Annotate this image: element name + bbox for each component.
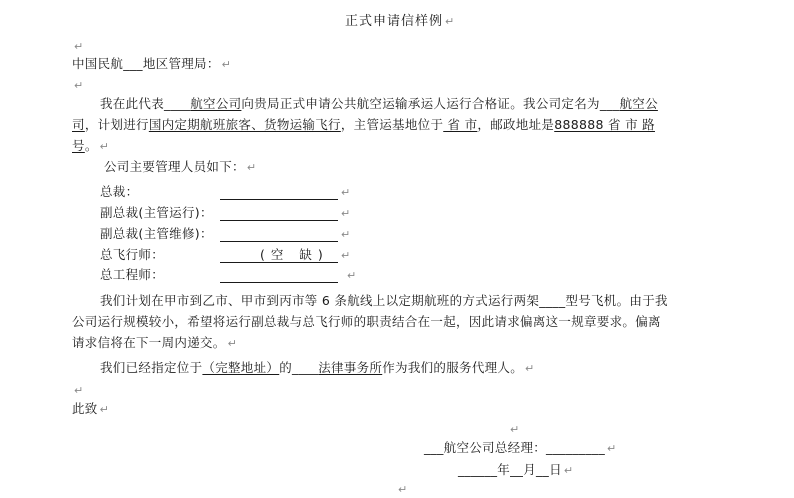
date-line: ______年__月__日 ↵ bbox=[458, 462, 574, 477]
staff-row-chief-pilot: 总飞行师： bbox=[100, 247, 165, 262]
paragraph-2-line-1: 我们计划在甲市到乙市、甲市到丙市等 6 条航线上以定期航班的方式运行两架____型号飞机。由于我 bbox=[100, 293, 668, 308]
paragraph-mark-icon: ↵ bbox=[221, 58, 232, 71]
paragraph-mark-icon: ↵ bbox=[341, 186, 351, 199]
paragraph-mark-icon: ↵ bbox=[398, 483, 408, 496]
empty-paragraph bbox=[72, 77, 84, 94]
paragraph-mark-icon: ↵ bbox=[74, 40, 84, 53]
paragraph-mark-icon: ↵ bbox=[74, 79, 84, 92]
signature-line: ___航空公司总经理：_________ ↵ bbox=[424, 440, 617, 455]
vp-operations-blank bbox=[220, 220, 338, 221]
president-blank bbox=[220, 199, 338, 200]
document-title: 正式申请信样例 ↵ bbox=[345, 14, 456, 29]
paragraph-2-line-3: 请求信将在下一周内递交。 ↵ bbox=[72, 335, 238, 350]
chief-engineer-blank bbox=[220, 282, 338, 283]
empty-paragraph bbox=[508, 421, 520, 438]
paragraph-mark-icon: ↵ bbox=[341, 228, 351, 241]
staff-row-vp-maintenance: 副总裁(主管维修)： bbox=[100, 226, 213, 241]
empty-paragraph bbox=[396, 481, 408, 498]
paragraph-mark-icon: ↵ bbox=[445, 15, 456, 28]
paragraph-mark-icon: ↵ bbox=[341, 207, 351, 220]
paragraph-mark-icon: ↵ bbox=[74, 384, 84, 397]
paragraph-1-line-2: 司，计划进行国内定期航班旅客、货物运输飞行，主管运基地位于 省 市，邮政地址是888888 省 市 路 bbox=[72, 117, 655, 132]
paragraph-2-line-2: 公司运行规模较小，希望将运行副总裁与总飞行师的职责结合在一起，因此请求偏离这一规章要求。偏离 bbox=[72, 314, 661, 329]
paragraph-mark-icon: ↵ bbox=[510, 423, 520, 436]
staff-row-president: 总裁： bbox=[100, 184, 139, 199]
paragraph-1-line-1: 我在此代表____航空公司向贵局正式申请公共航空运输承运人运行合格证。我公司定名为___航空公 bbox=[100, 96, 658, 111]
salutation: 中国民航___地区管理局： ↵ bbox=[72, 56, 232, 71]
paragraph-1-line-3: 号。 ↵ bbox=[72, 138, 110, 153]
chief-pilot-blank bbox=[220, 262, 338, 263]
chief-pilot-vacancy: (空 缺) bbox=[260, 247, 329, 262]
paragraph-mark-icon: ↵ bbox=[99, 403, 110, 416]
staff-intro: 公司主要管理人员如下： ↵ bbox=[104, 159, 257, 174]
paragraph-mark-icon: ↵ bbox=[525, 362, 535, 375]
paragraph-mark-icon: ↵ bbox=[607, 442, 617, 455]
closing: 此致 ↵ bbox=[72, 401, 110, 416]
paragraph-mark-icon: ↵ bbox=[246, 161, 257, 174]
vp-maintenance-blank bbox=[220, 241, 338, 242]
paragraph-mark-icon: ↵ bbox=[99, 140, 110, 153]
empty-paragraph bbox=[72, 382, 84, 399]
paragraph-mark-icon: ↵ bbox=[563, 464, 574, 477]
staff-row-chief-engineer: 总工程师： bbox=[100, 267, 165, 282]
paragraph-mark-icon: ↵ bbox=[341, 249, 351, 262]
paragraph-3: 我们已经指定位于（完整地址）的____法律事务所作为我们的服务代理人。 ↵ bbox=[100, 360, 535, 375]
empty-paragraph bbox=[72, 38, 84, 55]
paragraph-mark-icon: ↵ bbox=[347, 269, 357, 282]
staff-row-vp-operations: 副总裁(主管运行)： bbox=[100, 205, 213, 220]
paragraph-mark-icon: ↵ bbox=[227, 337, 238, 350]
